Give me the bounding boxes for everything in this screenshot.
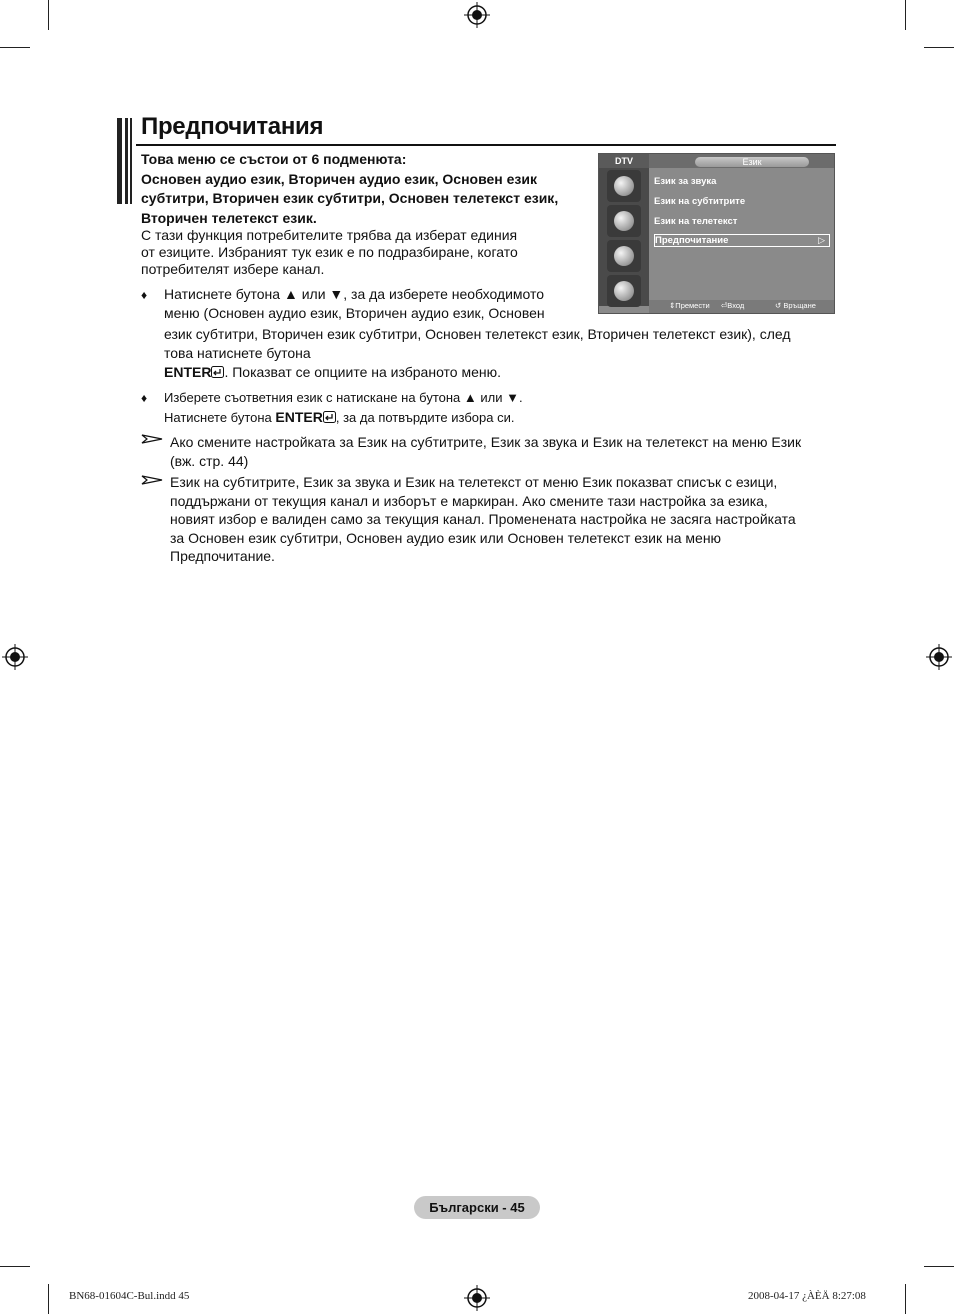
step-enter-line [164,408,514,427]
intro-text: от езиците. Избраният тук език е по подразбиране, когато [141,244,518,260]
registration-mark-icon [464,1285,490,1311]
note-text: Предпочитание. [170,548,275,564]
note-arrow-icon [141,434,163,444]
note-arrow-icon [141,475,163,485]
note-text: (вж. стр. 44) [170,453,249,469]
crop-mark [48,0,49,30]
intro-text: потребителят избере канал. [141,261,325,277]
intro-heading: Това меню се състои от 6 подменюта: [141,151,407,167]
crop-mark [48,1284,49,1314]
note-text: поддържани от текущия канал и изборът е маркиран. Ако смените тази настройка за езика, [170,493,768,509]
submenu-line: Основен аудио език, Вторичен аудио език, Основен език [141,171,537,187]
registration-mark-icon [2,644,28,670]
step-text: език субтитри, Вторичен език субтитри, Основен телетекст език, Вторичен телетекст език), след [164,326,791,342]
registration-mark-icon [926,644,952,670]
step-text: , за да потвърдите избора си. [335,410,515,425]
tv-menu-header: Език [695,157,809,167]
input-icon [607,275,641,307]
picture-icon [607,170,641,202]
play-arrow-icon: ▷ [818,235,825,245]
submenu-line: субтитри, Вторичен език субтитри, Основен телетекст език, [141,190,559,206]
tv-menu-item-selected [654,234,830,247]
crop-mark [905,0,906,30]
tv-menu-item: Предпочитание [655,235,729,246]
back-hint: ↺ Връщане [775,301,816,310]
note-text: Ако смените настройката за Език на субтитрите, Език за звука и Език на телетекст на меню Език [170,434,802,450]
tv-menu-item: Език за звука [654,176,717,187]
note-text: Език на субтитрите, Език за звука и Език на телетекст от меню Език показват списък с езици, [170,474,778,490]
submenu-line: Вторичен телетекст език. [141,210,317,226]
crop-mark [924,1266,954,1267]
tv-menu-item: Език на субтитрите [654,196,746,207]
tv-menu-screenshot [598,153,835,314]
step-enter-line [164,363,501,382]
tv-source-label: DTV [599,154,649,168]
move-hint: ⇕Премести [669,301,710,310]
setup-icon [607,240,641,272]
sound-icon [607,205,641,237]
title-rule [136,144,836,146]
intro-text: С тази функция потребителите трябва да изберат единия [141,227,518,243]
crop-mark [905,1284,906,1314]
crop-mark [0,1266,30,1267]
print-slug-right: 2008-04-17 ¿ÀÈÄ 8:27:08 [748,1290,866,1302]
enter-label: ENTER [275,409,323,425]
step-text: меню (Основен аудио език, Вторичен аудио език, Основен [164,305,545,321]
tv-menu-item: Език на телетекст [654,216,738,227]
registration-mark-icon [464,2,490,28]
bullet: ♦ [141,391,148,405]
enter-icon [211,366,224,378]
step-text: Натиснете бутона [164,410,276,425]
print-slug-left: BN68-01604C-Bul.indd 45 [69,1290,190,1302]
note-text: за Основен език субтитри, Основен аудио език или Основен телетекст език на меню [170,530,722,546]
bullet: ♦ [141,288,148,302]
enter-icon [323,411,336,423]
crop-mark [0,47,30,48]
tv-menu-footer [649,300,834,313]
tv-menu-sidebar [599,168,649,306]
page-title: Предпочитания [141,113,324,140]
page-number-badge: Български - 45 [414,1196,540,1219]
note-text: новият избор е валиден само за текущия канал. Променената настройка не засяга настройката [170,511,796,527]
enter-hint: ⏎Вход [721,301,745,310]
crop-mark [924,47,954,48]
enter-suffix: . Показват се опциите на избраното меню. [224,364,502,380]
step-text: Изберете съответния език с натискане на бутона ▲ или ▼. [164,390,523,405]
enter-label: ENTER [164,364,212,380]
step-text: това натиснете бутона [164,345,311,361]
step-text: Натиснете бутона ▲ или ▼, за да изберете необходимото [164,286,545,302]
